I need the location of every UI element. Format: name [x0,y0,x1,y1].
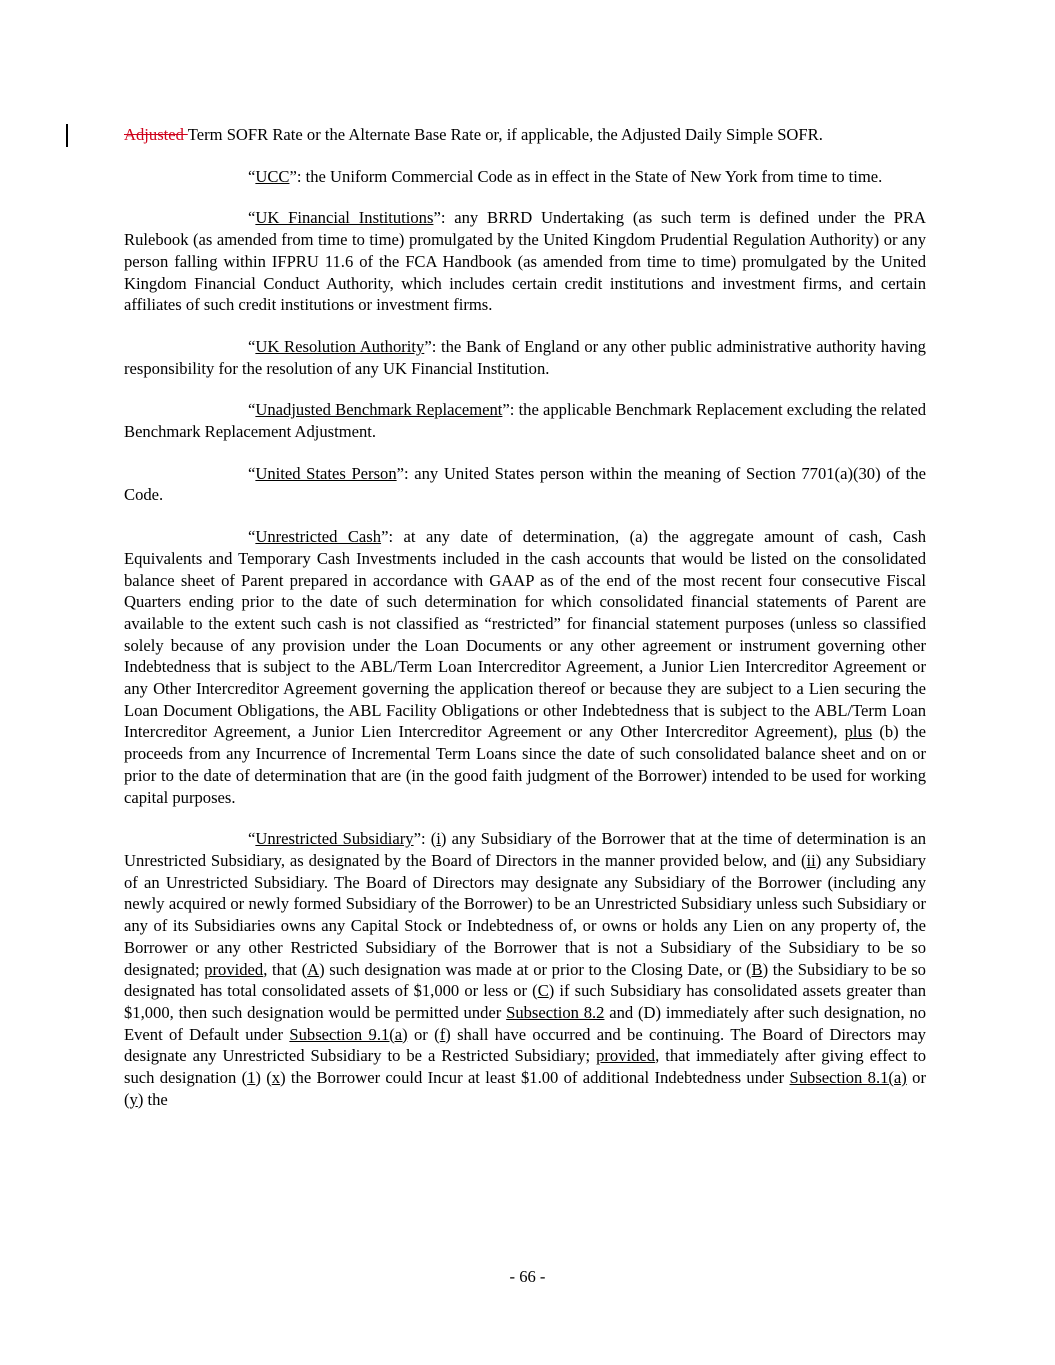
definition-text: : any BRRD Undertaking (as such term is defined under the PRA Rulebook (as amended from time to time) promulgated by the United Kingdom Prudential Regulation Authority) or any person falling within IFPRU 11.6 of the FCA Handbook (as amended from time to time) promulgated by the United Kingdom Financial Conduct Authority, which includes certain credit institutions and investment firms, and certain affiliates of such credit institutions or investment firms. [124,208,926,315]
proviso-term: provided [204,959,264,979]
definition-text: : at any date of determination, (a) the aggregate amount of cash, Cash Equivalents and Temporary Cash Investments included in the cash accounts that would be listed on the consolidated balance sheet of Parent prepared in accordance with GAAP as of the end of the most recent four consecutive Fiscal Quarters ending prior to the date of such determination for which consolidated financial statements of Parent are available to the extent such cash is not classified as “restricted” for financial statement purposes (unless so classified solely because of any provision under the Loan Documents or any other agreement or instrument governing other Indebtedness that is subject to the ABL/Term Loan Intercreditor Agreement, a Junior Lien Intercreditor Agreement or any Other Intercreditor Agreement governing the application thereof or because they are subject to a Lien securing the Loan Document Obligations, the ABL Facility Obligations or other Indebtedness that is subject to the ABL/Term Loan Intercreditor Agreement, a Junior Lien Intercreditor Agreement or any Other Intercreditor Agreement), [124,527,927,742]
definition-text: : the applicable Benchmark Replacement excluding the related Benchmark Replacement Adjustment. [124,400,926,442]
definition-text: : the Bank of England or any other public administrative authority having responsibility for the resolution of any UK Financial Institution. [124,336,926,378]
definition-united-states-person: “United States Person”: any United States person within the meaning of Section 7701(a)(30) of the Code. [124,463,926,505]
proviso-term: provided [596,1046,656,1066]
defined-term: United States Person [255,463,397,483]
clause-marker: x [271,1068,281,1088]
defined-term: UK Resolution Authority [255,336,425,356]
plus-term: plus [844,722,873,742]
continuation-paragraph [124,124,926,146]
definition-text: : the Uniform Commercial Code as in effect in the State of New York from time to time. [296,166,883,186]
page-number: - 66 - [509,1267,546,1286]
definition-text: (b) the proceeds from any Incurrence of Incremental Term Loans since the date of such consolidated balance sheet and on or prior to the date of determination that are (in the good faith judgment of the Borrower) intended to be used for working capital purposes. [124,722,926,807]
cross-reference: Subsection 8.1(a) [789,1068,907,1088]
definition-uk-resolution-authority: “UK Resolution Authority”: the Bank of England or any other public administrative authority having responsibility for the resolution of any UK Financial Institution. [124,336,926,378]
clause-marker: 1 [247,1068,256,1088]
defined-term: Unrestricted Cash [255,527,382,547]
clause-marker: i [436,829,441,849]
definition-uk-financial-institutions: “UK Financial Institutions”: any BRRD Undertaking (as such term is defined under the PRA Rulebook (as amended from time to time) promulgated by the United Kingdom Prudential Regulation Authority) or any person falling within IFPRU 11.6 of the FCA Handbook (as amended from time to time) promulgated by the United Kingdom Financial Conduct Authority, which includes certain credit institutions and investment firms, and certain affiliates of such credit institutions or investment firms. [124,208,926,315]
definition-text: : any United States person within the meaning of Section 7701(a)(30) of the Code. [124,463,926,505]
clause-marker: y [129,1089,138,1109]
defined-term: Unadjusted Benchmark Replacement [255,400,503,420]
continuation-text: Term SOFR Rate or the Alternate Base Rate or, if applicable, the Adjusted Daily Simple SOFR. [187,125,823,144]
revision-change-bar [66,124,68,147]
clause-marker: B [751,959,763,979]
document-body [124,124,926,1130]
definition-unrestricted-cash: “Unrestricted Cash”: at any date of determination, (a) the aggregate amount of cash, Cash Equivalents and Temporary Cash Investments included in the cash accounts that would be listed on the consolidated balance sheet of Parent prepared in accordance with GAAP as of the end of the most recent four consecutive Fiscal Quarters ending prior to the date of such determination for which consolidated financial statements of Parent are available to the extent such cash is not classified as “restricted” for financial statement purposes (unless so classified solely because of any provision under the Loan Documents or any other agreement or instrument governing other Indebtedness that is subject to the ABL/Term Loan Intercreditor Agreement, a Junior Lien Intercreditor Agreement or any Other Intercreditor Agreement governing the application thereof or because they are subject to a Lien securing the Loan Document Obligations, the ABL Facility Obligations or other Indebtedness that is subject to the ABL/Term Loan Intercreditor Agreement, a Junior Lien Intercreditor Agreement or any Other Intercreditor Agreement), plus (b) the proceeds from any Incurrence of Incremental Term Loans since the date of such consolidated balance sheet and on or prior to the date of determination that are (in the good faith judgment of the Borrower) intended to be used for working capital purposes. [124,527,927,807]
defined-term: UCC [255,166,290,186]
clause-marker: A [307,959,320,979]
clause-marker: C [537,981,549,1001]
definition-unadjusted-benchmark-replacement: “Unadjusted Benchmark Replacement”: the applicable Benchmark Replacement excluding the related Benchmark Replacement Adjustment. [124,400,926,442]
deleted-text: Adjusted [124,125,188,144]
defined-term: Unrestricted Subsidiary [255,829,414,849]
clause-marker: ii [806,850,816,870]
definition-ucc: “UCC”: the Uniform Commercial Code as in effect in the State of New York from time to time. [248,166,883,186]
clause-marker: f [439,1024,446,1044]
definition-unrestricted-subsidiary: “Unrestricted Subsidiary”: (i) any Subsidiary of the Borrower that at the time of determination is an Unrestricted Subsidiary, as designated by the Board of Directors in the manner provided below, and (ii) any Subsidiary of an Unrestricted Subsidiary. The Board of Directors may designate any Subsidiary of the Borrower (including any newly acquired or newly formed Subsidiary of the Borrower) to be an Unrestricted Subsidiary unless such Subsidiary or any of its Subsidiaries owns any Capital Stock or Indebtedness of, or owns or holds any Lien on any property of, the Borrower or any other Restricted Subsidiary of the Borrower that is not a Subsidiary of the Subsidiary to be so designated; provided, that (A) such designation was made at or prior to the Closing Date, or (B) the Subsidiary to be so designated has total consolidated assets of $1,000 or less or (C) if such Subsidiary has consolidated assets greater than $1,000, then such designation would be permitted under Subsection 8.2 and (D) immediately after such designation, no Event of Default under Subsection 9.1(a) or (f) shall have occurred and be continuing. The Board of Directors may designate any Unrestricted Subsidiary to be a Restricted Subsidiary; provided, that immediately after giving effect to such designation (1) (x) the Borrower could Incur at least $1.00 of additional Indebtedness under Subsection 8.1(a) or (y) the [124,829,927,1109]
cross-reference: Subsection 9.1(a) [289,1024,408,1044]
defined-term: UK Financial Institutions [255,208,434,228]
cross-reference: Subsection 8.2 [506,1002,605,1022]
